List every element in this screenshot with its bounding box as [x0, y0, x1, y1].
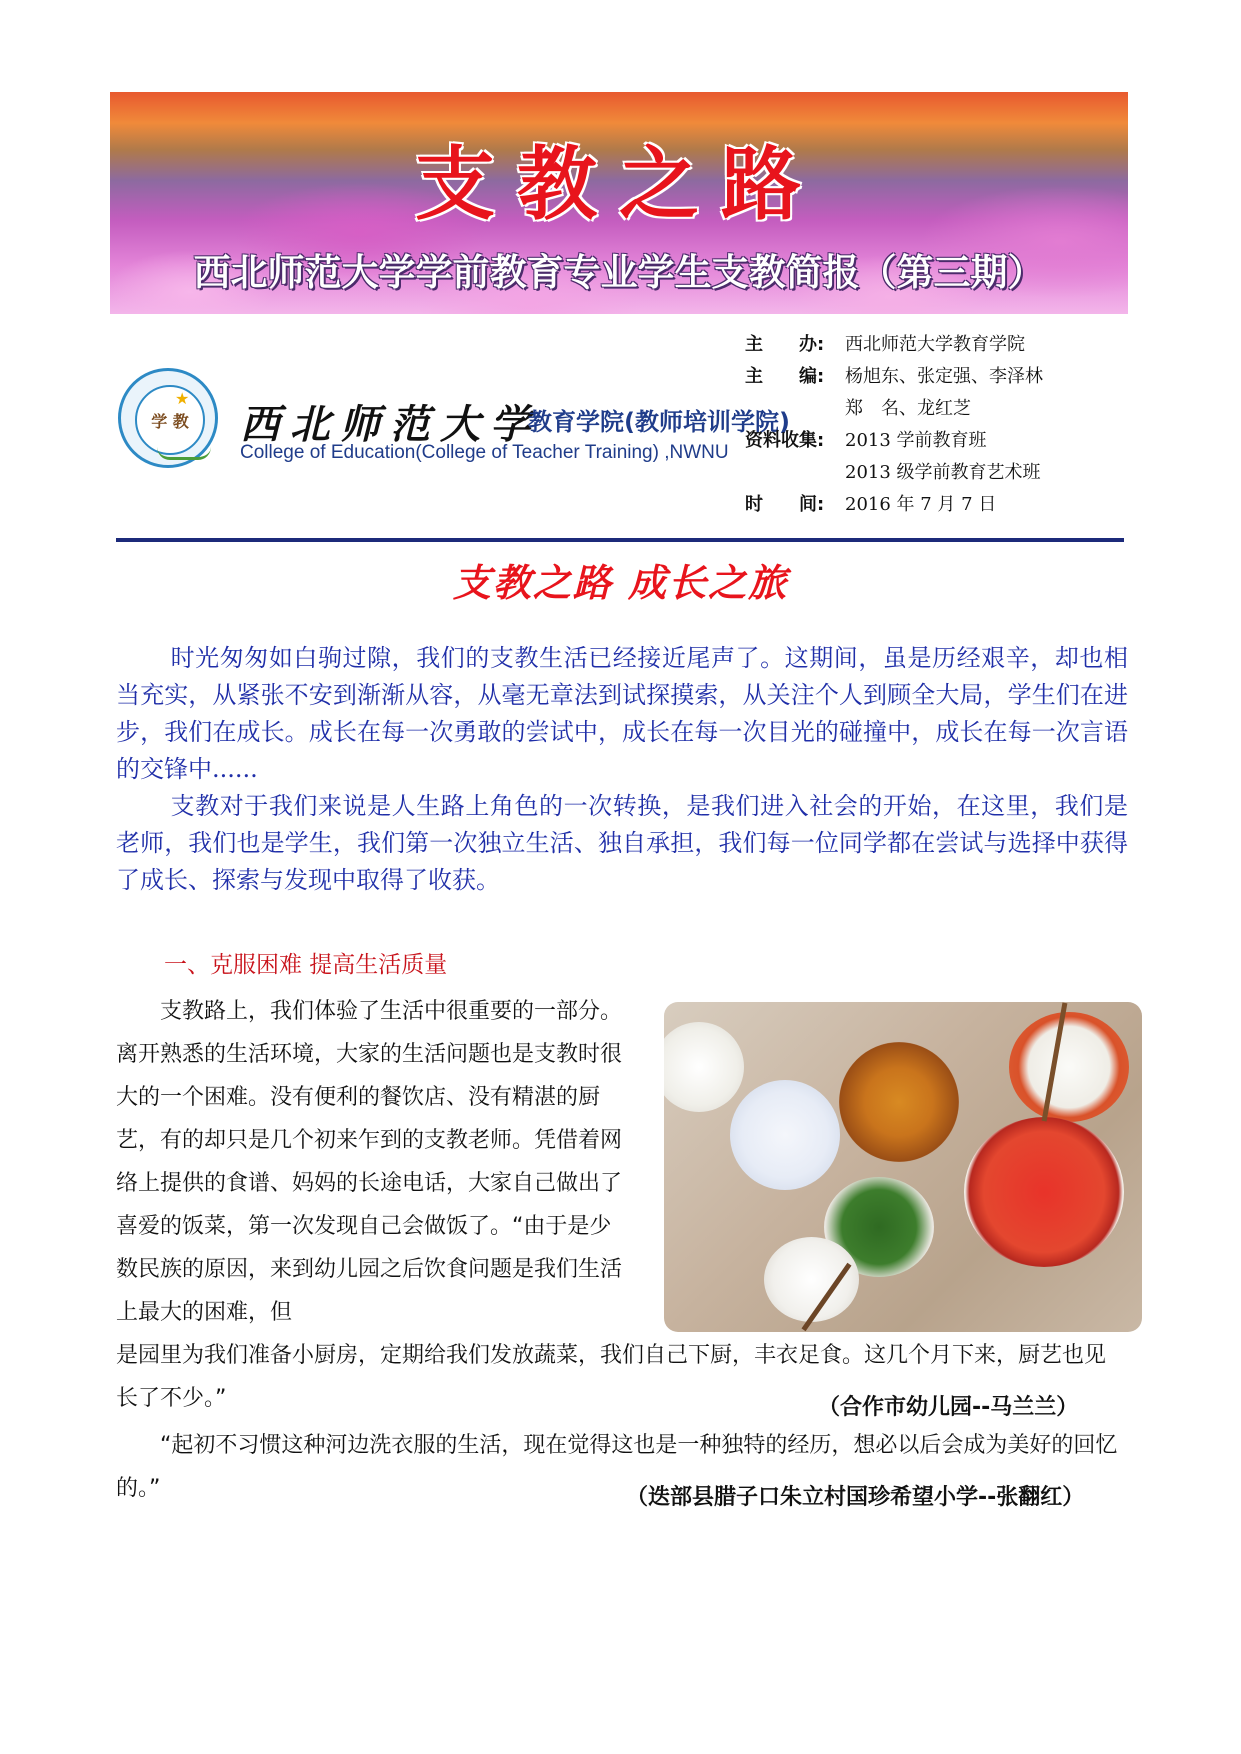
intro-paragraph-1-text: 时光匆匆如白驹过隙，我们的支教生活已经接近尾声了。这期间，虽是历经艰辛，却也相当充实，从紧张不安到渐渐从容，从毫无章法到试探摸索，从关注个人到顾全大局，学生们在进步，我们在成长。成长在每一次勇敢的尝试中，成长在每一次目光的碰撞中，成长在每一次言语的交锋中...... — [116, 644, 1128, 783]
section-paragraph-continued: 是园里为我们准备小厨房，定期给我们发放蔬菜，我们自己下厨，丰衣足食。这几个月下来，厨艺也见长了不少。” — [116, 1343, 1107, 1411]
banner-title: 支教之路 — [415, 137, 823, 231]
star-icon: ★ — [175, 389, 190, 408]
quote-credit-2: （迭部县腊子口朱立村国珍希望小学--张翻红） — [626, 1485, 1085, 1510]
rice-bowl-bottom — [764, 1237, 859, 1322]
intro-paragraph-1 — [116, 640, 1128, 788]
seal-inner-ring — [135, 385, 205, 455]
host-value: 西北师范大学教育学院 — [845, 334, 1025, 355]
editor-label: 主 编: — [745, 366, 825, 387]
editor-line1: 杨旭东、张定强、李泽林 — [845, 366, 1043, 387]
wreath-icon — [157, 447, 211, 460]
bun-plate — [730, 1080, 840, 1190]
host-label: 主 办: — [745, 334, 825, 355]
collect-label: 资料收集: — [745, 430, 825, 451]
rice-bowl-right — [1009, 1012, 1129, 1122]
tomato-plate — [964, 1117, 1124, 1267]
section-paragraph-2: “起初不习惯这种河边洗衣服的生活，现在觉得这也是一种独特的经历，想必以后会成为美好的回忆的。” — [116, 1433, 1118, 1501]
section-heading: 一、克服困难 提高生活质量 — [164, 952, 448, 978]
intro-paragraph-2-text: 支教对于我们来说是人生路上角色的一次转换，是我们进入社会的开始，在这里，我们是老师，我们也是学生，我们第一次独立生活、独自承担，我们每一位同学都在尝试与选择中获得了成长、探索与发现中取得了收获。 — [116, 792, 1128, 894]
collect-line2: 2013 级学前教育艺术班 — [845, 462, 1041, 483]
section-paragraph-wrapped: 支教路上，我们体验了生活中很重要的一部分。离开熟悉的生活环境，大家的生活问题也是支教时很大的一个困难。没有便利的餐饮店、没有精湛的厨艺，有的却只是几个初来乍到的支教老师。凭借着网络上提供的食谱、妈妈的长途电话，大家自己做出了喜爱的饭菜，第一次发现自己会做饭了。“由于是少数民族的原因，来到幼儿园之后饮食问题是我们生活上最大的困难，但 — [116, 999, 623, 1325]
seal-text: 学 教 — [151, 412, 189, 431]
food-photo — [664, 1002, 1142, 1332]
article-title: 支教之路 成长之旅 — [452, 560, 789, 605]
editor-line2: 郑 名、龙红芝 — [845, 398, 971, 419]
university-seal-logo — [118, 368, 218, 468]
date-value: 2016 年 7 月 7 日 — [845, 494, 997, 515]
collect-line1: 2013 学前教育班 — [845, 430, 987, 451]
college-name-en: College of Education(College of Teacher Training) ,NWNU — [240, 442, 729, 463]
banner-subtitle: 西北师范大学学前教育专业学生支教简报（第三期） — [193, 251, 1045, 294]
header-divider — [116, 538, 1124, 542]
college-name-cn: 教育学院(教师培训学院) — [528, 408, 790, 436]
quote-credit-1: （合作市幼儿园--马兰兰） — [818, 1395, 1079, 1420]
date-label: 时 间: — [745, 494, 825, 515]
university-name-cn: 西北师范大学 — [240, 401, 540, 448]
rice-bowl-left — [664, 1022, 744, 1112]
stew-plate — [839, 1042, 959, 1162]
intro-paragraph-2 — [116, 788, 1128, 899]
header-banner — [110, 92, 1128, 314]
